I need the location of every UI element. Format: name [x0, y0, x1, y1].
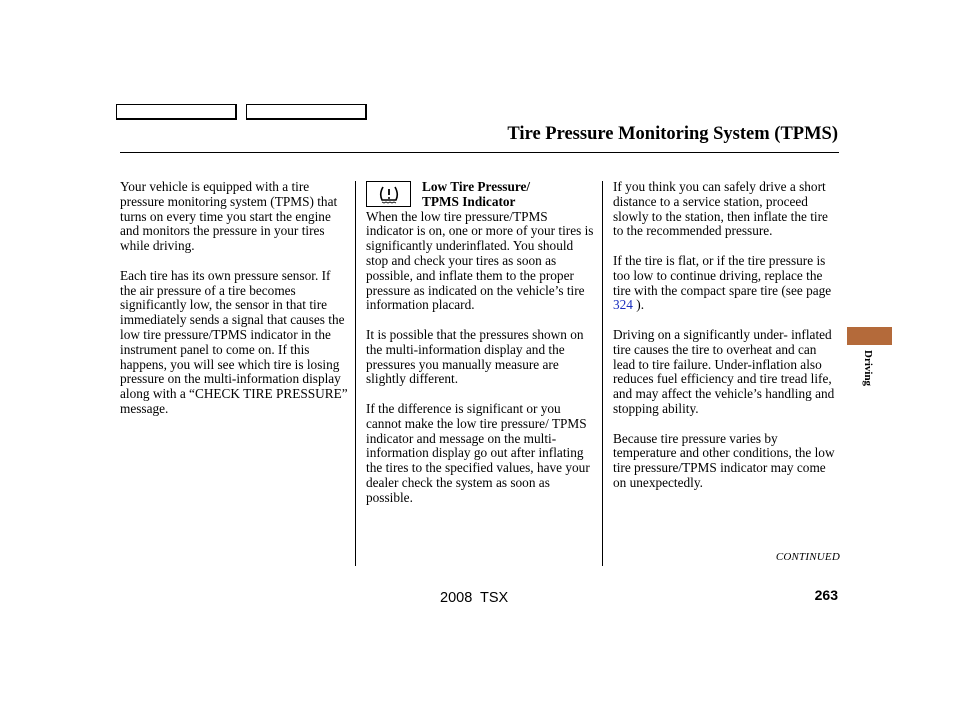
page-number: 263 [814, 587, 838, 603]
flat-tire-text-end: ). [632, 297, 645, 313]
section-heading-line-2: TPMS Indicator [422, 193, 516, 209]
paragraph: If you think you can safely drive a short distance to a service station, proceed slowly to the station, then inflate the tire to the recommended pressure. [613, 179, 828, 239]
section-heading [422, 180, 598, 210]
column-divider [355, 181, 356, 566]
section-tab[interactable] [847, 327, 892, 345]
nav-button-previous[interactable] [116, 104, 237, 120]
paragraph: It is possible that the pressures shown on the multi-information display and the pressures you manually measure are slightly different. [366, 326, 584, 387]
section-tab-label: Driving [862, 350, 874, 387]
section-heading-line-1: Low Tire Pressure/ [422, 179, 531, 194]
paragraph: Driving on a significantly under- inflated tire causes the tire to overheat and can lead to tire failure. Under-inflation also reduces fuel efficiency and tire tread life, and may affect the vehicle’s handling and stopping ability. [613, 326, 835, 416]
column-2 [366, 180, 598, 520]
page-title: Tire Pressure Monitoring System (TPMS) [507, 124, 838, 144]
page-reference-link[interactable]: 324 [613, 297, 633, 313]
continued-label: CONTINUED [775, 551, 840, 563]
paragraph: Your vehicle is equipped with a tire pressure monitoring system (TPMS) that turns on every time you start the engine and monitors the pressure in your tires while driving. [120, 179, 338, 254]
title-rule [120, 152, 839, 153]
nav-button-next[interactable] [246, 104, 367, 120]
column-divider [602, 181, 603, 566]
paragraph: If the difference is significant or you cannot make the low tire pressure/ TPMS indicator and message on the multi-information display go out after inflating the tires to the specified values, have your dealer check the system as soon as possible. [366, 400, 590, 505]
column-3 [613, 180, 841, 506]
paragraph: When the low tire pressure/TPMS indicator is on, one or more of your tires is significantly underinflated. You should stop and check your tires as soon as possible, and inflate them to the proper pressure as indicated on the vehicle’s tire information placard. [366, 208, 594, 313]
column-1 [120, 180, 348, 432]
paragraph: Each tire has its own pressure sensor. If the air pressure of a tire becomes significantly low, the sensor in that tire immediately sends a signal that causes the low tire pressure/TPMS indicator in the instrument panel to come on. If this happens, you will see which tire is losing pressure on the multi-information display along with a “CHECK TIRE PRESSURE” message. [120, 267, 348, 416]
flat-tire-text: If the tire is flat, or if the tire pressure is too low to continue driving, replace the tire with the compact spare tire (see page [613, 252, 832, 298]
paragraph-flat-tire [613, 254, 841, 313]
paragraph: Because tire pressure varies by temperature and other conditions, the low tire pressure/TPMS indicator may come on unexpectedly. [613, 430, 835, 490]
footer-model: 2008 TSX [440, 590, 509, 606]
